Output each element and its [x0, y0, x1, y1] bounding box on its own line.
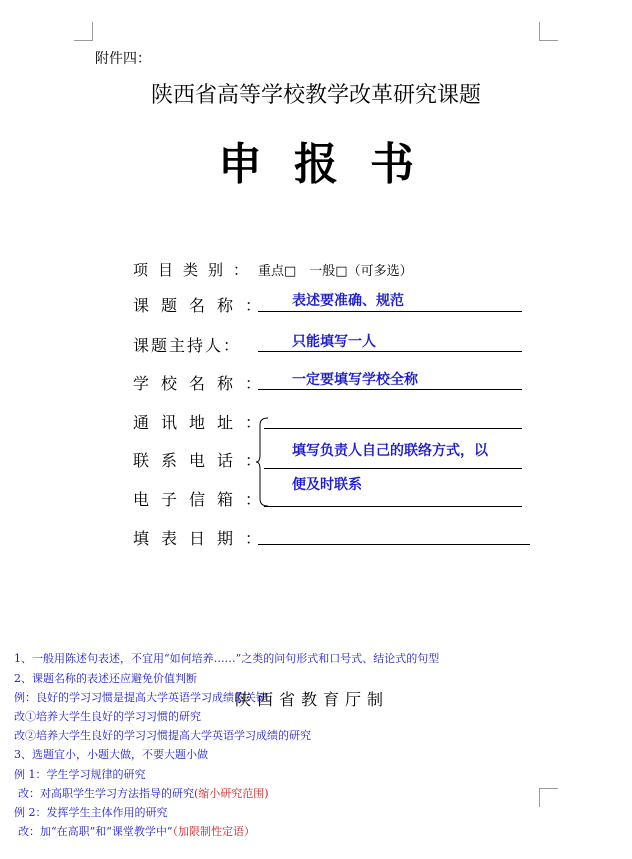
note-line-2: 2、课题名称的表述还应避免价值判断: [14, 672, 197, 685]
note-line-10-text: 改：加“在高职”和“课堂教学中”: [18, 825, 173, 838]
note-line-1: 1、一般用陈述句表述，不宜用“如何培养……”之类的问句形式和口号式、结论式的句型: [14, 652, 440, 665]
note-line-10-remark: （加限制性定语）: [172, 825, 255, 838]
school-hint: 一定要填写学校全称: [292, 372, 418, 388]
contact-brace-icon: [256, 417, 270, 507]
note-line-5: 改②培养大学生良好的学习习惯提高大学英语学习成绩的研究: [14, 729, 311, 742]
phone-label: 联系电话：: [133, 451, 274, 470]
attachment-label: 附件四：: [95, 51, 151, 67]
phone-field[interactable]: [264, 467, 522, 469]
school-label: 学校名称：: [133, 374, 274, 393]
category-options[interactable]: 重点□ 一般□（可多选）: [258, 264, 413, 279]
note-line-3: 例：良好的学习习惯是提高大学英语学习成绩的关键: [14, 691, 267, 704]
crop-mark-top-right: [539, 22, 558, 41]
date-field[interactable]: [258, 543, 530, 545]
contact-hint-line-2: 便及时联系: [292, 477, 362, 493]
note-line-9: 例 2：发挥学生主体作用的研究: [14, 806, 168, 819]
host-hint: 只能填写一人: [292, 334, 376, 350]
project-name-hint: 表述要准确、规范: [292, 293, 404, 309]
note-line-4: 改①培养大学生良好的学习习惯的研究: [14, 710, 201, 723]
crop-mark-bottom-right: [539, 788, 558, 807]
note-line-8-text: 改：对高职学生学习方法指导的研究: [18, 787, 194, 800]
document-subtitle: 申报书: [218, 139, 446, 190]
category-label: 项目类别：: [133, 261, 259, 279]
address-label: 通讯地址：: [133, 413, 274, 432]
document-title: 陕西省高等学校教学改革研究课题: [150, 83, 481, 108]
note-line-10: [18, 823, 255, 839]
date-label: 填表日期：: [133, 529, 274, 548]
note-line-8: [18, 785, 269, 801]
crop-mark-top-left: [74, 22, 93, 41]
project-name-label: 课题名称：: [133, 296, 274, 315]
address-field[interactable]: [264, 427, 522, 429]
issuer-label: 陕西省教育厅制: [235, 690, 390, 709]
project-name-field[interactable]: [258, 310, 522, 312]
note-line-6: 3、选题宜小，小题大做，不要大题小做: [14, 748, 208, 761]
email-field[interactable]: [264, 505, 522, 507]
contact-hint-line-1: 填写负责人自己的联络方式，以: [292, 443, 488, 459]
note-line-7: 例 1：学生学习规律的研究: [14, 768, 146, 781]
email-label: 电子信箱：: [133, 490, 274, 509]
note-line-8-remark: (缩小研究范围): [194, 787, 269, 800]
host-label: 课题主持人：: [133, 336, 242, 355]
